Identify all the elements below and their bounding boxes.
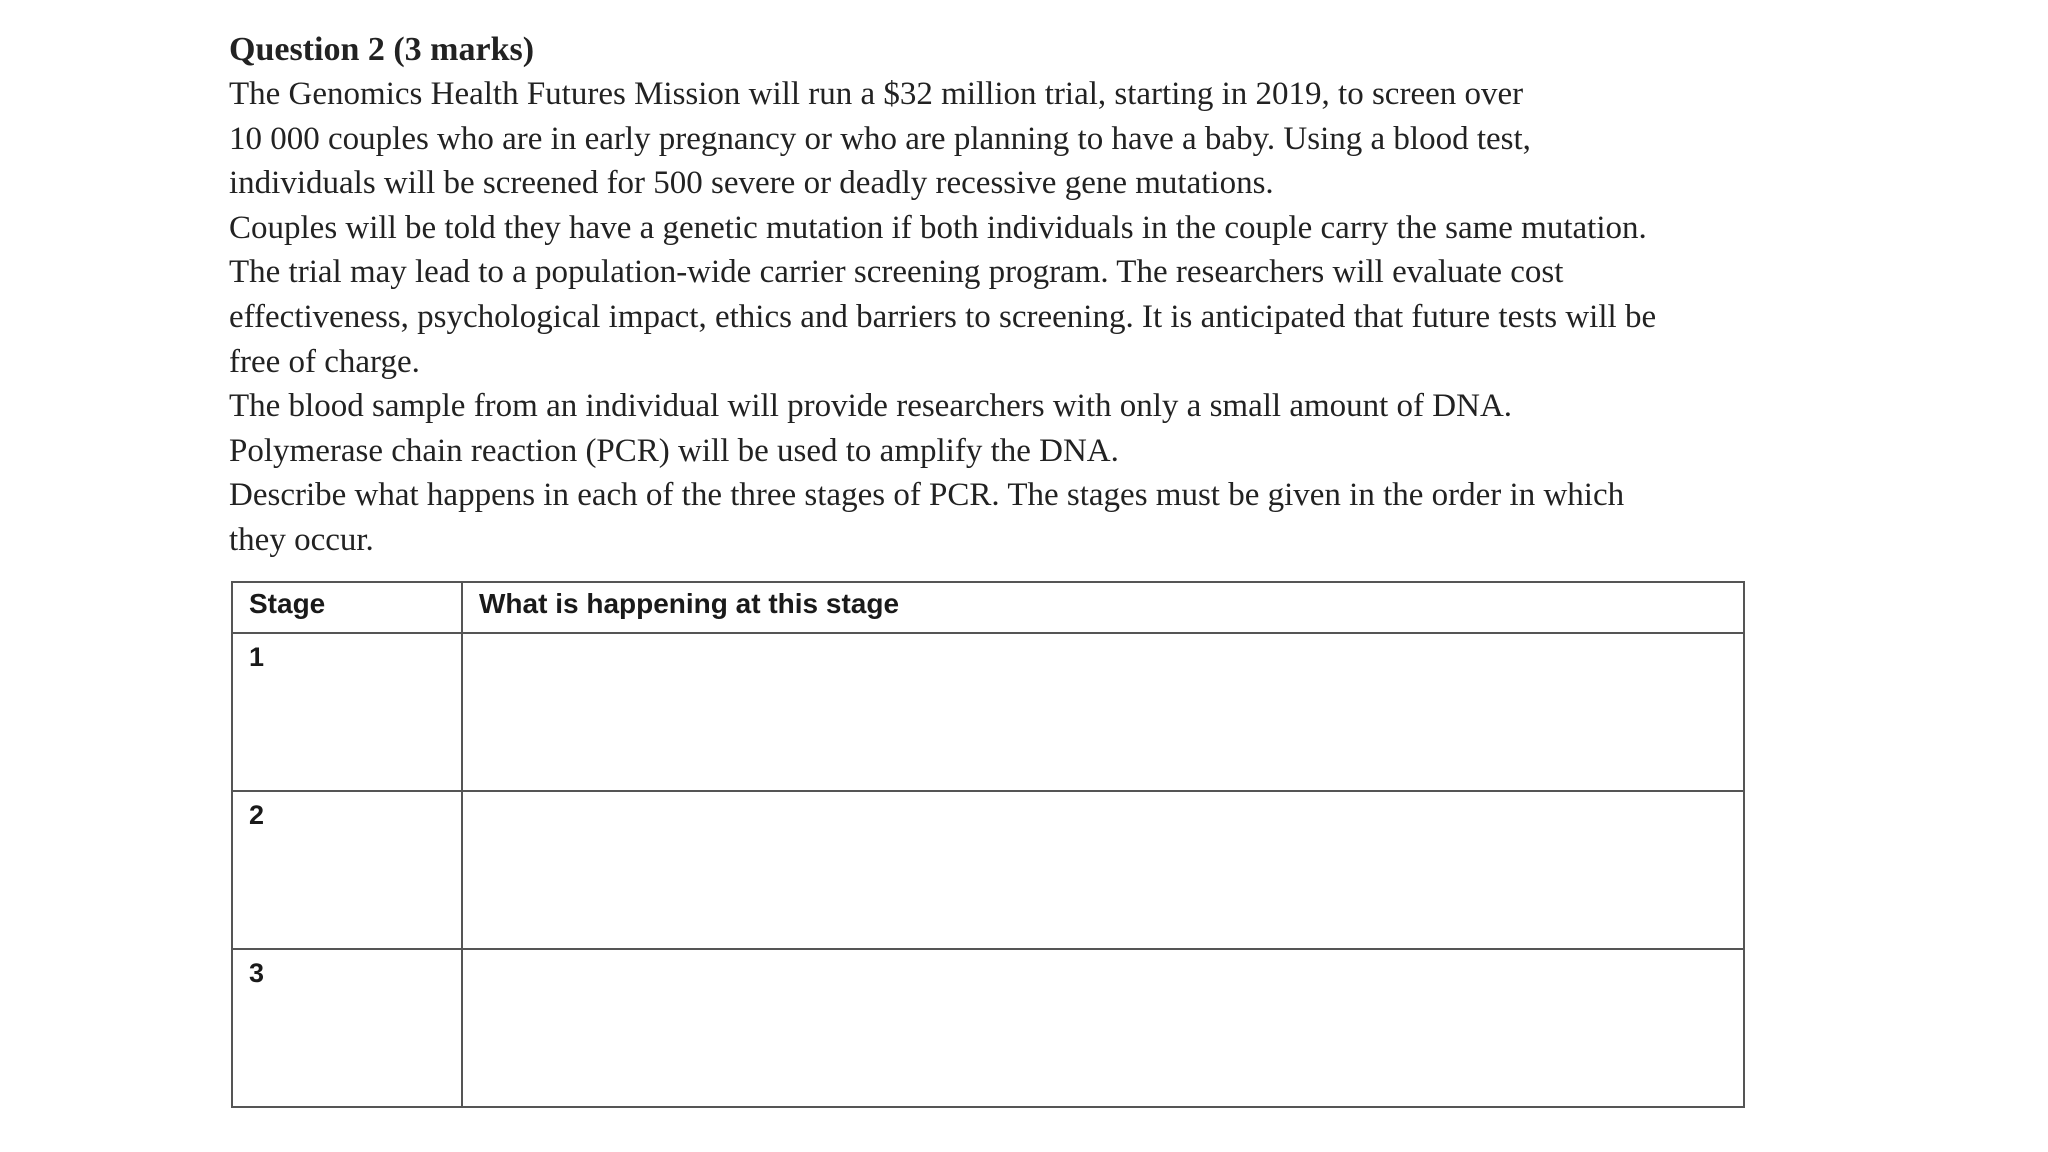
table-header-row (232, 582, 1744, 633)
question-title: Question 2 (3 marks) (229, 31, 535, 68)
stage-answer-cell[interactable] (462, 791, 1744, 949)
table-row (232, 791, 1744, 949)
stage-number: 1 (232, 633, 462, 791)
question-paragraph-pcr: The blood sample from an individual will provide researchers with only a small amount of DNA. Polymerase chain reaction (PCR) will be used to amplify the DNA. (229, 388, 1513, 469)
table-row (232, 633, 1744, 791)
header-description: What is happening at this stage (462, 582, 1744, 633)
question-paragraph-intro: The Genomics Health Futures Mission will run a $32 million trial, starting in 2019, to screen over 10 000 couples who are in early pregnancy or who are planning to have a baby. Using a blood test, individuals will be screened for 500 severe or deadly recessive gene mutations. (229, 76, 1531, 202)
stage-number: 3 (232, 949, 462, 1107)
question-block (229, 28, 1759, 563)
header-stage: Stage (232, 582, 462, 633)
table-row (232, 949, 1744, 1107)
stage-number: 2 (232, 791, 462, 949)
question-paragraph-instruction: Describe what happens in each of the three stages of PCR. The stages must be given in the order in which they occur. (229, 477, 1625, 558)
stage-answer-cell[interactable] (462, 633, 1744, 791)
stage-answer-cell[interactable] (462, 949, 1744, 1107)
question-paragraph-screening: Couples will be told they have a genetic mutation if both individuals in the couple carry the same mutation. The trial may lead to a population-wide carrier screening program. The researchers will evaluate cost effectiveness, psychological impact, ethics and barriers to screening. It is anticipated that future tests will be free of charge. (229, 209, 1657, 380)
pcr-stages-table (231, 581, 1745, 1108)
